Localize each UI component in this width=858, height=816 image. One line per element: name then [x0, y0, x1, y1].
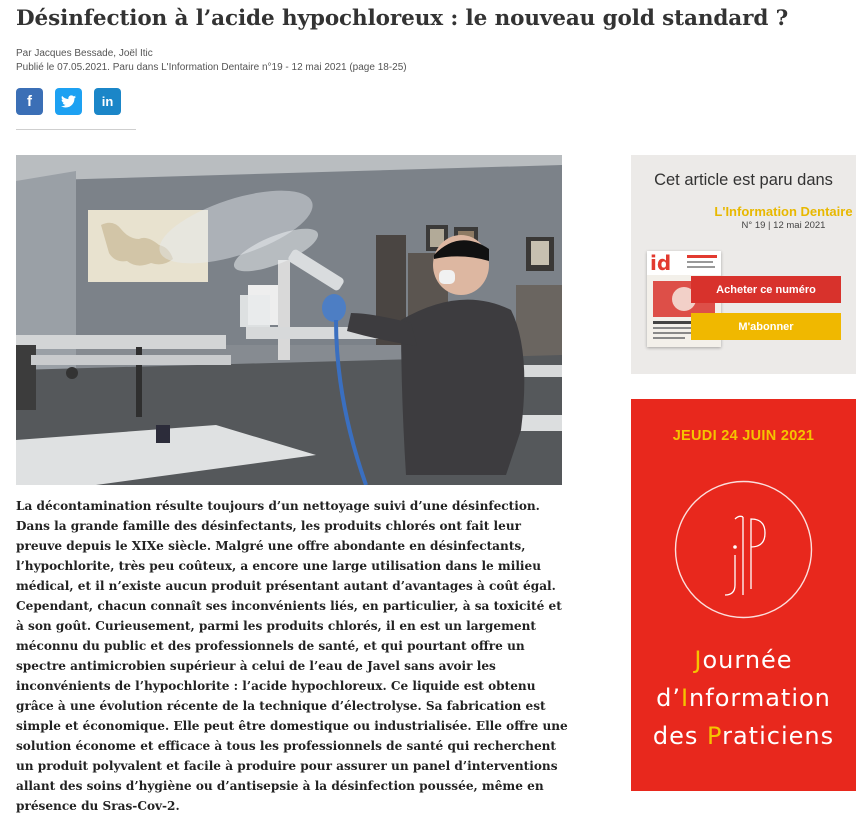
article-lead: La décontamination résulte toujours d’un nettoyage suivi d’une désinfection. — [16, 499, 540, 513]
facebook-share-button[interactable] — [16, 88, 43, 115]
svg-text:id: id — [650, 251, 672, 275]
twitter-share-button[interactable] — [55, 88, 82, 115]
article-body — [16, 496, 568, 816]
article-authors: Par Jacques Bessade, Joël Itic — [16, 48, 153, 59]
issue-card — [631, 155, 856, 374]
jip-logo-icon — [671, 477, 816, 622]
ad-date: JEUDI 24 JUIN 2021 — [672, 428, 815, 444]
event-ad-banner[interactable] — [631, 399, 856, 791]
article-published-info: Publié le 07.05.2021. Paru dans L'Information Dentaire n°19 - 12 mai 2021 (page 18-25) — [16, 62, 407, 73]
linkedin-icon: in — [101, 94, 114, 109]
ad-line-journee: Journée — [694, 646, 793, 674]
facebook-icon: f — [27, 93, 32, 110]
publication-name: L'Information Dentaire — [714, 204, 853, 219]
linkedin-share-button[interactable] — [94, 88, 121, 115]
ad-line-praticiens: des Praticiens — [652, 722, 835, 750]
twitter-icon — [61, 95, 76, 108]
ad-line-information: d’Information — [656, 684, 831, 712]
buy-issue-button[interactable]: Acheter ce numéro — [691, 276, 841, 303]
issue-card-title: Cet article est paru dans — [654, 171, 833, 189]
subscribe-button[interactable]: M'abonner — [691, 313, 841, 340]
article-title: Désinfection à l’acide hypochloreux : le nouveau gold standard ? — [16, 6, 789, 31]
article-photo — [16, 155, 562, 485]
article-paragraph: Dans la grande famille des désinfectants, les produits chlorés ont fait leur preuve depuis le XIXe siècle. Malgré une offre abondante en désinfectants, l’hypochlorite, très peu coûteux, a encore une large utilisation dans le milieu médical, et il n’existe aucun produit présentant autant d’avantages à coût égal. Cependant, chacun connaît ses inconvénients liés, en particulier, à sa toxicité et à son goût. Curieusement, parmi les produits chlorés, il en est un largement méconnu du public et des professionnels de santé, et qui pourtant offre un spectre antimicrobien supérieur à celui de l’eau de Javel sans avoir les inconvénients de l’hypochlorite : l’acide hypochloreux. Ce liquide est obtenu grâce à une évolution récente de la technique d’électrolyse. Sa fabrication est simple et économique. Elle peut être domestique ou industrialisée. Elle offre une solution économe et efficace à tous les professionnels de santé qui recherchent un produit polyvalent et facile à produire pour assurer un panel d’interventions allant des soins d’hygiène ou d’antisepsie à la désinfection poussée, même en présence du Sras-Cov-2. — [16, 519, 568, 813]
issue-info: N° 19 | 12 mai 2021 — [741, 220, 826, 231]
divider — [16, 129, 136, 130]
